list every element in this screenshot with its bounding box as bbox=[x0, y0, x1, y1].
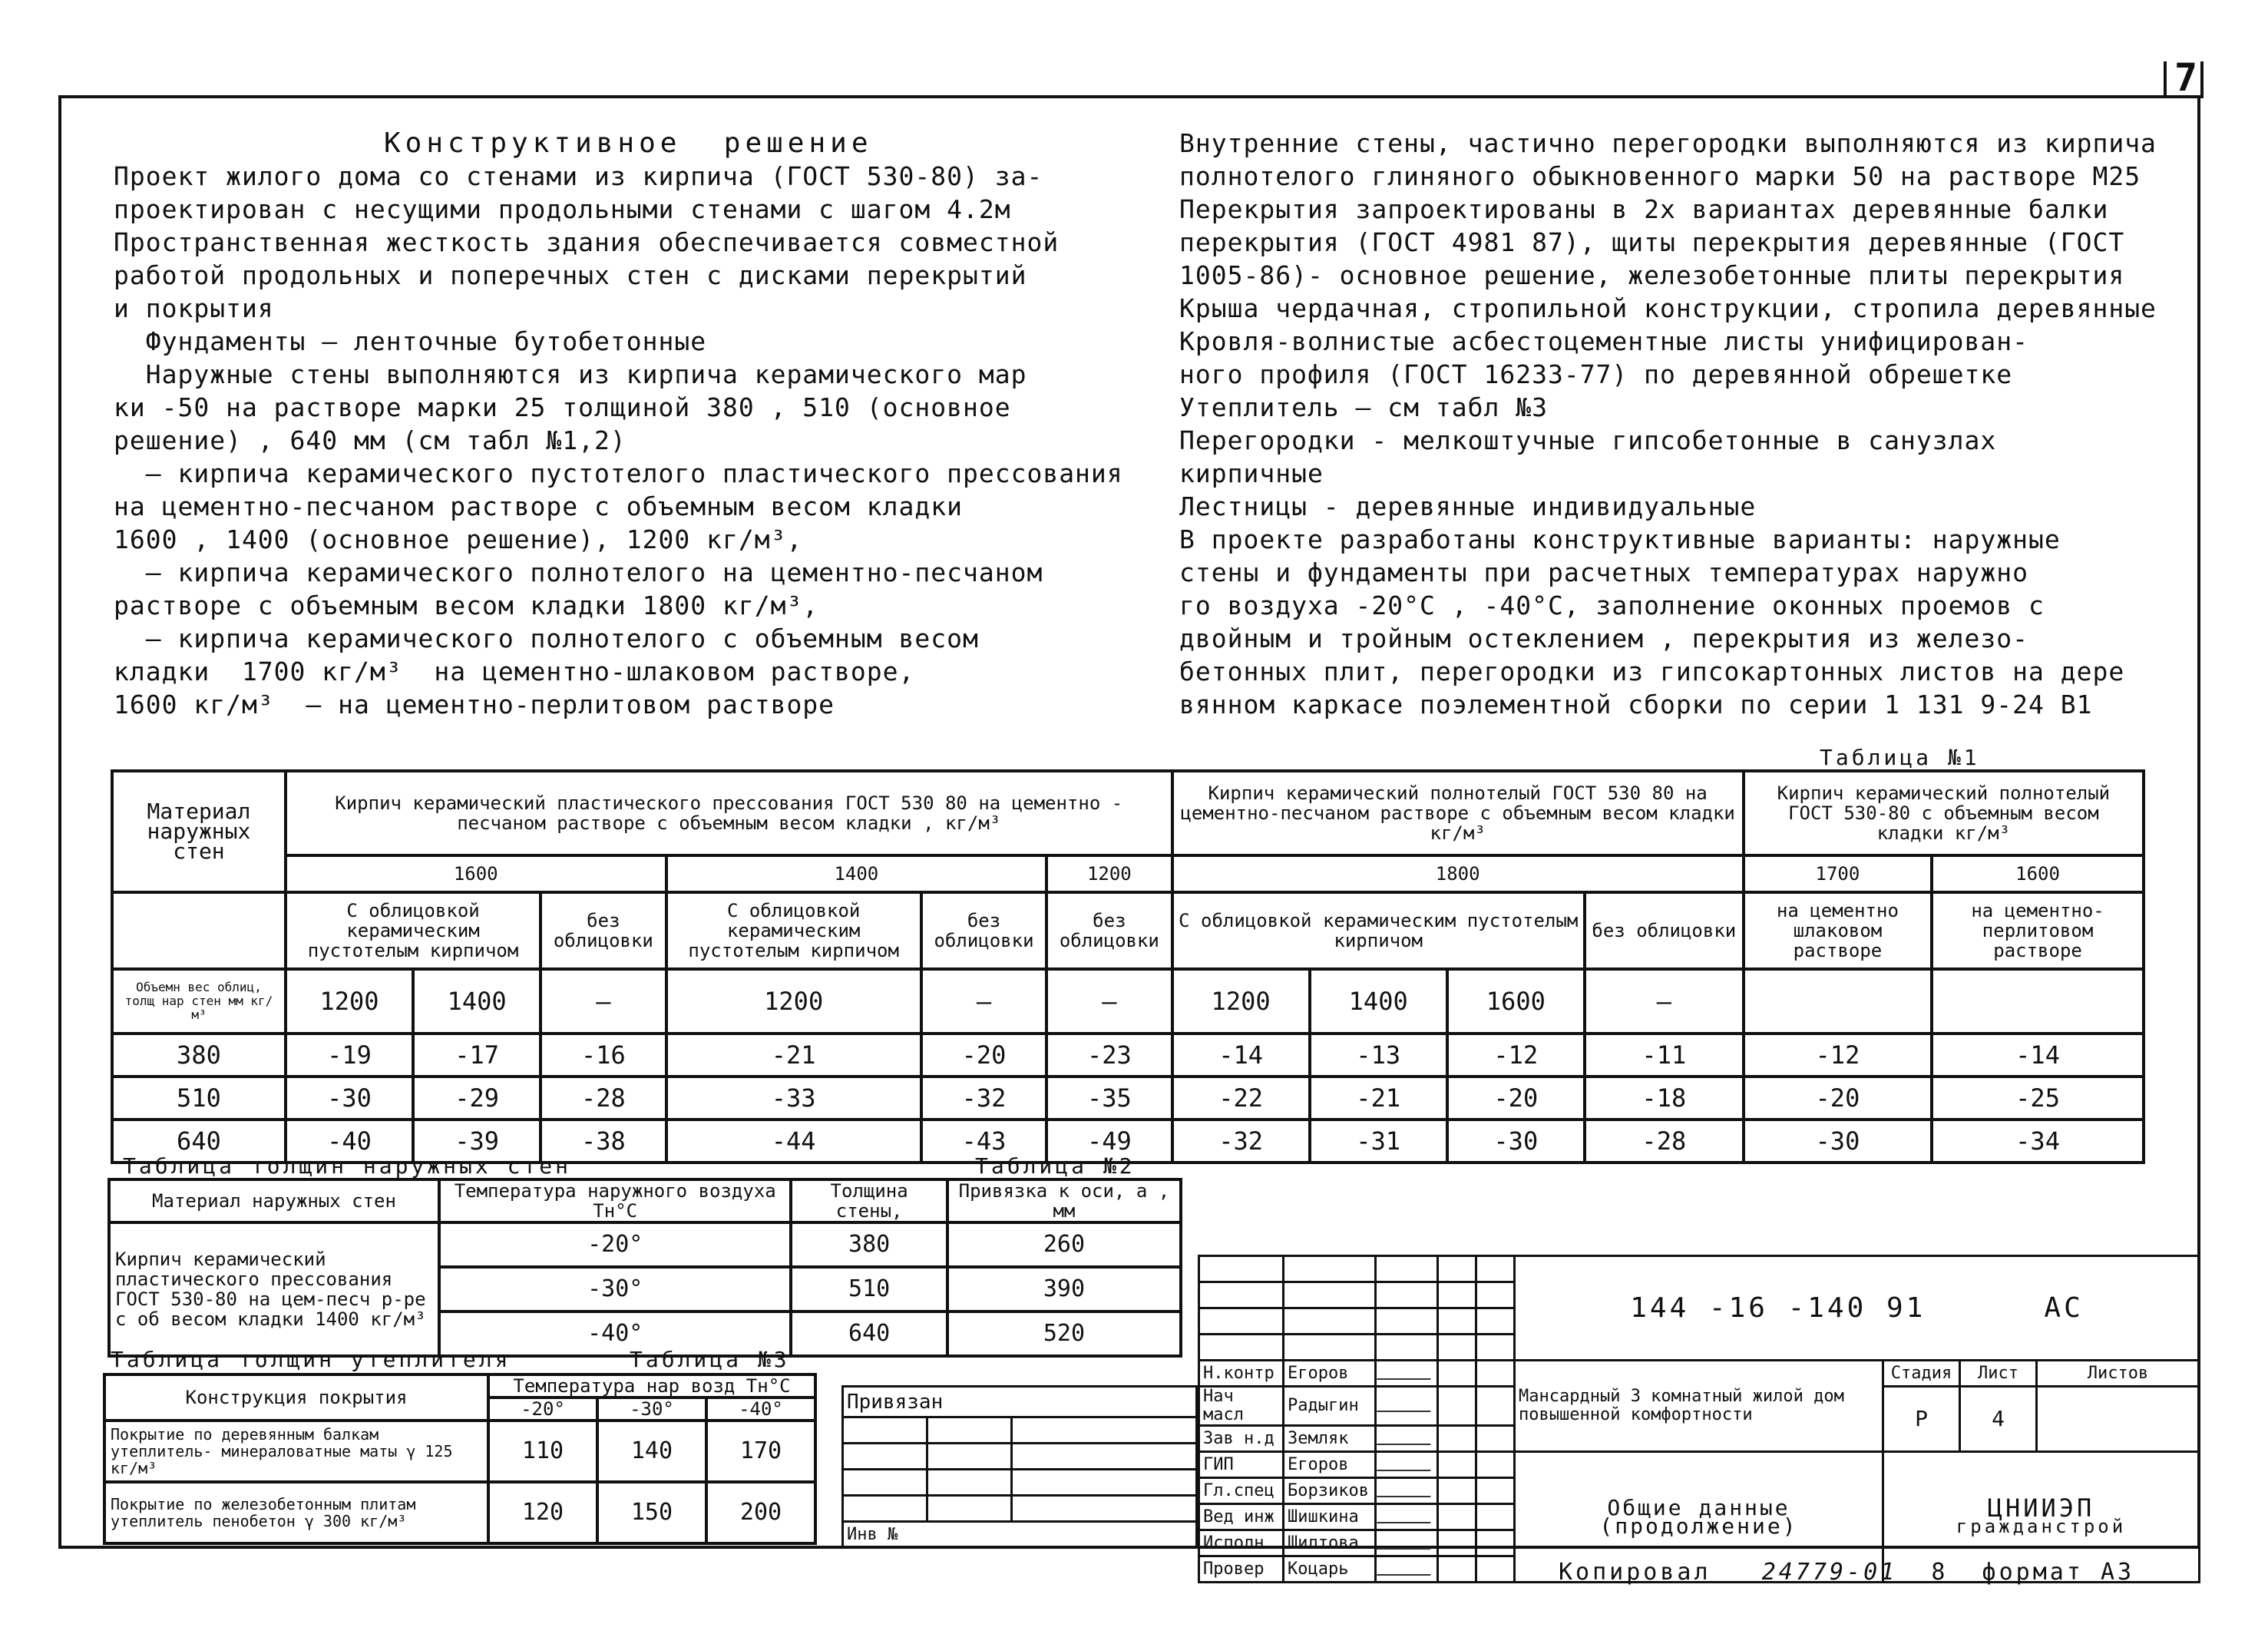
temp-cell: -22 bbox=[1172, 1077, 1310, 1120]
density-cell: 1600 bbox=[1932, 855, 2144, 892]
temp-cell: -32 bbox=[921, 1077, 1046, 1120]
text-line: Наружные стены выполняются из кирпича керамического мар bbox=[114, 359, 1027, 389]
t2-bind: 520 bbox=[947, 1312, 1181, 1356]
temp-cell: -44 bbox=[666, 1120, 921, 1163]
text-line: — кирпича керамического полнотелого на цементно-песчаном bbox=[114, 557, 1043, 587]
t2-thick: 640 bbox=[791, 1312, 947, 1356]
stamp-role: ГИП bbox=[1199, 1452, 1284, 1478]
text-line: Фундаменты — ленточные бутобетонные bbox=[114, 326, 707, 356]
text-line: стены и фундаменты при расчетных температурах наружно bbox=[1179, 557, 2028, 587]
temp-cell: -20 bbox=[1744, 1077, 1932, 1120]
temp-cell: -21 bbox=[666, 1034, 921, 1077]
t2-bind: 390 bbox=[947, 1267, 1181, 1312]
density-cell: 1700 bbox=[1744, 855, 1932, 892]
text-line: и покрытия bbox=[114, 293, 274, 323]
table1-group-a: Кирпич керамический пластического прессования ГОСТ 530 80 на цементно - песчаном растворе с объемным весом кладки , кг/м³ bbox=[286, 771, 1172, 855]
copied-label: Копировал bbox=[1559, 1559, 1711, 1586]
subhead-cell: без облицовки bbox=[541, 892, 666, 969]
temp-cell: -32 bbox=[1172, 1120, 1310, 1163]
temp-cell: -35 bbox=[1046, 1077, 1172, 1120]
temp-cell: -31 bbox=[1310, 1120, 1447, 1163]
face-density-cell bbox=[1744, 969, 1932, 1034]
sheet-header: Лист bbox=[1960, 1361, 2037, 1387]
temp-cell: -17 bbox=[413, 1034, 541, 1077]
text-line: полнотелого глиняного обыкновенного марки 50 на растворе М25 bbox=[1179, 161, 2141, 191]
text-line: 1600 кг/м³ — на цементно-перлитовом растворе bbox=[114, 690, 835, 719]
temp-cell: -20 bbox=[921, 1034, 1046, 1077]
subhead-cell: на цементно-перлитовом растворе bbox=[1932, 892, 2144, 969]
t2-h-material: Материал наружных стен bbox=[109, 1179, 439, 1222]
density-cell: 1400 bbox=[666, 855, 1047, 892]
stamp-role: Вед инж bbox=[1199, 1504, 1284, 1530]
temp-cell: -38 bbox=[541, 1120, 666, 1163]
text-line: двойным и тройным остеклением , перекрытия из железо- bbox=[1179, 624, 2028, 653]
doc-suffix: АС bbox=[2044, 1292, 2084, 1324]
face-density-cell: 1200 bbox=[1172, 969, 1310, 1034]
t3-val: 140 bbox=[597, 1421, 706, 1482]
subhead-cell: С облицовкой керамическим пустотелым кирпичом bbox=[1172, 892, 1585, 969]
table2-number: Таблица №2 bbox=[975, 1153, 1136, 1179]
table1-wall-thickness-temps bbox=[111, 769, 2145, 1164]
text-line: В проекте разработаны конструктивные варианты: наружные bbox=[1179, 524, 2061, 554]
face-density-cell: 1600 bbox=[1447, 969, 1585, 1034]
t2-h-temp: Температура наружного воздуха Тн°С bbox=[439, 1179, 791, 1222]
face-density-cell: 1400 bbox=[413, 969, 541, 1034]
table-row bbox=[112, 1077, 2144, 1120]
temp-cell: -49 bbox=[1046, 1120, 1172, 1163]
t3-val: 110 bbox=[488, 1421, 597, 1482]
face-density-cell: — bbox=[921, 969, 1046, 1034]
table1-group-c: Кирпич керамический полнотелый ГОСТ 530-80 с объемным весом кладки кг/м³ bbox=[1744, 771, 2144, 855]
t3-val: 200 bbox=[706, 1482, 815, 1543]
stamp-role: Провер bbox=[1199, 1556, 1284, 1583]
text-line: Кровля-волнистые асбестоцементные листы унифицирован- bbox=[1179, 326, 2028, 356]
stamp-name: Борзиков bbox=[1284, 1478, 1376, 1504]
t3-row-name: Покрытие по деревянным балкам утеплитель- минераловатные маты γ 125 кг/м³ bbox=[104, 1421, 488, 1482]
temp-cell: -28 bbox=[541, 1077, 666, 1120]
text-line: 1600 , 1400 (основное решение), 1200 кг/м³, bbox=[114, 524, 803, 554]
t2-thick: 380 bbox=[791, 1222, 947, 1267]
t2-h-thick: Толщина стены, bbox=[791, 1179, 947, 1222]
temp-cell: -11 bbox=[1585, 1034, 1744, 1077]
doc-code: 144 -16 -140 91 bbox=[1630, 1292, 1926, 1324]
temp-cell: -30 bbox=[1744, 1120, 1932, 1163]
sheets-header: Листов bbox=[2037, 1361, 2200, 1387]
stamp-role: Н.контр bbox=[1199, 1361, 1284, 1387]
section-name: Общие данные (продолжение) bbox=[1515, 1452, 1883, 1583]
text-line: го воздуха -20°С , -40°С, заполнение оконных проемов с bbox=[1179, 590, 2045, 620]
table3-number: Таблица №3 bbox=[630, 1347, 790, 1372]
thickness-cell: 640 bbox=[112, 1120, 286, 1163]
t2-h-bind: Привязка к оси, а , мм bbox=[947, 1179, 1181, 1222]
signature bbox=[1377, 1395, 1437, 1412]
temp-cell: -39 bbox=[413, 1120, 541, 1163]
t2-material: Кирпич керамический пластического прессования ГОСТ 530-80 на цем-песч р-ре с об весом кладки 1400 кг/м³ bbox=[109, 1222, 439, 1356]
temp-cell: -23 bbox=[1046, 1034, 1172, 1077]
text-line: Крыша чердачная, стропильной конструкции, стропила деревянные bbox=[1179, 293, 2157, 323]
t2-temp: -20° bbox=[439, 1222, 791, 1267]
stamp-name: Шилтова bbox=[1284, 1530, 1376, 1556]
text-line: ного профиля (ГОСТ 16233-77) по деревянной обрешетке bbox=[1179, 359, 2013, 389]
signature bbox=[1377, 1533, 1437, 1550]
org-name: ЦНИИЭП bbox=[1987, 1493, 2095, 1523]
text-line: кладки 1700 кг/м³ на цементно-шлаковом растворе, bbox=[114, 657, 915, 686]
face-density-cell: — bbox=[1046, 969, 1172, 1034]
table1-caption: Таблица №1 bbox=[1820, 745, 1980, 770]
signature bbox=[1377, 1507, 1437, 1523]
temp-cell: -34 bbox=[1932, 1120, 2144, 1163]
temp-cell: -16 bbox=[541, 1034, 666, 1077]
face-density-cell: — bbox=[541, 969, 666, 1034]
footer-line bbox=[1559, 1559, 2134, 1586]
table1-group-b: Кирпич керамический полнотелый ГОСТ 530 80 на цементно-песчаном растворе с объемным весом кладки кг/м³ bbox=[1172, 771, 1744, 855]
temp-cell: -20 bbox=[1447, 1077, 1585, 1120]
temp-cell: -19 bbox=[286, 1034, 413, 1077]
text-line: Перекрытия запроектированы в 2х вариантах деревянные балки bbox=[1179, 194, 2109, 224]
temp-cell: -40 bbox=[286, 1120, 413, 1163]
table3-title: Таблица толщин утеплителя bbox=[111, 1347, 511, 1372]
t2-bind: 260 bbox=[947, 1222, 1181, 1267]
t3-temp: -20° bbox=[488, 1398, 597, 1421]
title-block bbox=[1198, 1255, 2200, 1583]
temp-cell: -28 bbox=[1585, 1120, 1744, 1163]
text-line: 1005-86)- основное решение, железобетонные плиты перекрытия bbox=[1179, 260, 2125, 290]
t3-h-temp: Температура нар возд Тн°С bbox=[488, 1374, 815, 1398]
stamp-name: Земляк bbox=[1284, 1426, 1376, 1452]
subhead-cell: без облицовки bbox=[1046, 892, 1172, 969]
text-line: перекрытия (ГОСТ 4981 87), щиты перекрытия деревянные (ГОСТ bbox=[1179, 227, 2125, 257]
table2-wall-thickness bbox=[107, 1178, 1182, 1358]
temp-cell: -14 bbox=[1932, 1034, 2144, 1077]
signature bbox=[1377, 1363, 1437, 1380]
t2-temp: -30° bbox=[439, 1267, 791, 1312]
text-line: работой продольных и поперечных стен с дисками перекрытий bbox=[114, 260, 1027, 290]
t3-val: 170 bbox=[706, 1421, 815, 1482]
thickness-cell: 380 bbox=[112, 1034, 286, 1077]
stamp-role: Исполн bbox=[1199, 1530, 1284, 1556]
temp-cell: -25 bbox=[1932, 1077, 2144, 1120]
inventory-label: Инв № bbox=[843, 1522, 1197, 1548]
temp-cell: -12 bbox=[1744, 1034, 1932, 1077]
temp-cell: -12 bbox=[1447, 1034, 1585, 1077]
subhead-cell: С облицовкой керамическим пустотелым кирпичом bbox=[666, 892, 921, 969]
t3-h-construction: Конструкция покрытия bbox=[104, 1374, 488, 1421]
blank-cell bbox=[112, 892, 286, 969]
text-line: Проект жилого дома со стенами из кирпича (ГОСТ 530-80) за- bbox=[114, 161, 1043, 191]
temp-cell: -30 bbox=[286, 1077, 413, 1120]
subhead-cell: С облицовкой керамическим пустотелым кирпичом bbox=[286, 892, 541, 969]
temp-cell: -30 bbox=[1447, 1120, 1585, 1163]
temp-cell: -29 bbox=[413, 1077, 541, 1120]
temp-cell: -14 bbox=[1172, 1034, 1310, 1077]
text-line: растворе с объемным весом кладки 1800 кг/м³, bbox=[114, 590, 819, 620]
subhead-cell: без облицовки bbox=[1585, 892, 1744, 969]
stamp-role: Зав н.д bbox=[1199, 1426, 1284, 1452]
text-line: бетонных плит, перегородки из гипсокартонных листов на дере bbox=[1179, 657, 2125, 686]
text-line: проектирован с несущими продольными стенами с шагом 4.2м bbox=[114, 194, 1011, 224]
stamp-role: Гл.спец bbox=[1199, 1478, 1284, 1504]
table3-insulation bbox=[103, 1373, 817, 1545]
signature bbox=[1377, 1559, 1437, 1576]
density-cell: 1800 bbox=[1172, 855, 1744, 892]
face-density-cell: — bbox=[1585, 969, 1744, 1034]
t2-temp: -40° bbox=[439, 1312, 791, 1356]
text-line: кирпичные bbox=[1179, 458, 1324, 488]
subhead-cell: без облицовки bbox=[921, 892, 1046, 969]
binding-label: Привязан bbox=[843, 1387, 1197, 1417]
temp-cell: -21 bbox=[1310, 1077, 1447, 1120]
t3-row-name: Покрытие по железобетонным плитам утеплитель пенобетон γ 300 кг/м³ bbox=[104, 1482, 488, 1543]
project-name: Мансардный 3 комнатный жилой дом повышенной комфортности bbox=[1515, 1361, 1883, 1452]
text-line: решение) , 640 мм (см табл №1,2) bbox=[114, 425, 627, 455]
temp-cell: -33 bbox=[666, 1077, 921, 1120]
text-line: Перегородки - мелкоштучные гипсобетонные в санузлах bbox=[1179, 425, 1997, 455]
text-line: вянном каркасе поэлементной сборки по серии 1 131 9-24 В1 bbox=[1179, 690, 2093, 719]
org-subname: гражданстрой bbox=[1956, 1515, 2127, 1537]
stamp-name: Егоров bbox=[1284, 1452, 1376, 1478]
doc-code-cell bbox=[1515, 1256, 2200, 1361]
text-line: Внутренние стены, частично перегородки выполняются из кирпича bbox=[1179, 128, 2157, 158]
format-label: 8 формат А3 bbox=[1931, 1559, 2135, 1586]
text-line: ки -50 на растворе марки 25 толщиной 380 , 510 (основное bbox=[114, 392, 1011, 422]
t2-thick: 510 bbox=[791, 1267, 947, 1312]
sheet-value: 4 bbox=[1960, 1387, 2037, 1452]
stamp-name: Егоров bbox=[1284, 1361, 1376, 1387]
stamp-role: Нач масл bbox=[1199, 1387, 1284, 1426]
temp-cell: -43 bbox=[921, 1120, 1046, 1163]
face-density-cell: 1400 bbox=[1310, 969, 1447, 1034]
text-line: — кирпича керамического пустотелого пластического прессования bbox=[114, 458, 1123, 488]
binding-block bbox=[841, 1385, 1198, 1549]
density-cell: 1200 bbox=[1046, 855, 1172, 892]
t3-val: 120 bbox=[488, 1482, 597, 1543]
temp-cell: -18 bbox=[1585, 1077, 1744, 1120]
table1-rowheader: Материал наружных стен bbox=[112, 771, 286, 892]
face-density-cell: 1200 bbox=[286, 969, 413, 1034]
sheet-number: 7 bbox=[2174, 55, 2198, 100]
diag-label: Объемн вес облиц, толщ нар стен мм кг/м³ bbox=[112, 969, 286, 1034]
face-density-cell: 1200 bbox=[666, 969, 921, 1034]
t3-temp: -40° bbox=[706, 1398, 815, 1421]
stage-header: Стадия bbox=[1883, 1361, 1960, 1387]
subhead-cell: на цементно шлаковом растворе bbox=[1744, 892, 1932, 969]
t3-temp: -30° bbox=[597, 1398, 706, 1421]
text-line: Лестницы - деревянные индивидуальные bbox=[1179, 491, 1757, 521]
order-number: 24779-01 bbox=[1761, 1559, 1898, 1586]
stage-value: Р bbox=[1883, 1387, 1960, 1452]
text-line: Утеплитель — см табл №3 bbox=[1179, 392, 1548, 422]
stamp-name: Коцарь bbox=[1284, 1556, 1376, 1583]
signature bbox=[1377, 1428, 1437, 1445]
text-line: на цементно-песчаном растворе с объемным весом кладки bbox=[114, 491, 963, 521]
table-row bbox=[112, 1034, 2144, 1077]
face-density-cell bbox=[1932, 969, 2144, 1034]
section-heading: Конструктивное решение bbox=[384, 127, 873, 159]
table2-title: Таблица толщин наружных стен bbox=[123, 1153, 572, 1179]
t3-val: 150 bbox=[597, 1482, 706, 1543]
thickness-cell: 510 bbox=[112, 1077, 286, 1120]
density-cell: 1600 bbox=[286, 855, 666, 892]
temp-cell: -13 bbox=[1310, 1034, 1447, 1077]
signature bbox=[1377, 1454, 1437, 1471]
text-line: Пространственная жесткость здания обеспечивается совместной bbox=[114, 227, 1060, 257]
stamp-name: Шишкина bbox=[1284, 1504, 1376, 1530]
signature bbox=[1377, 1480, 1437, 1497]
stamp-name: Радыгин bbox=[1284, 1387, 1376, 1426]
text-line: — кирпича керамического полнотелого с объемным весом bbox=[114, 624, 979, 653]
